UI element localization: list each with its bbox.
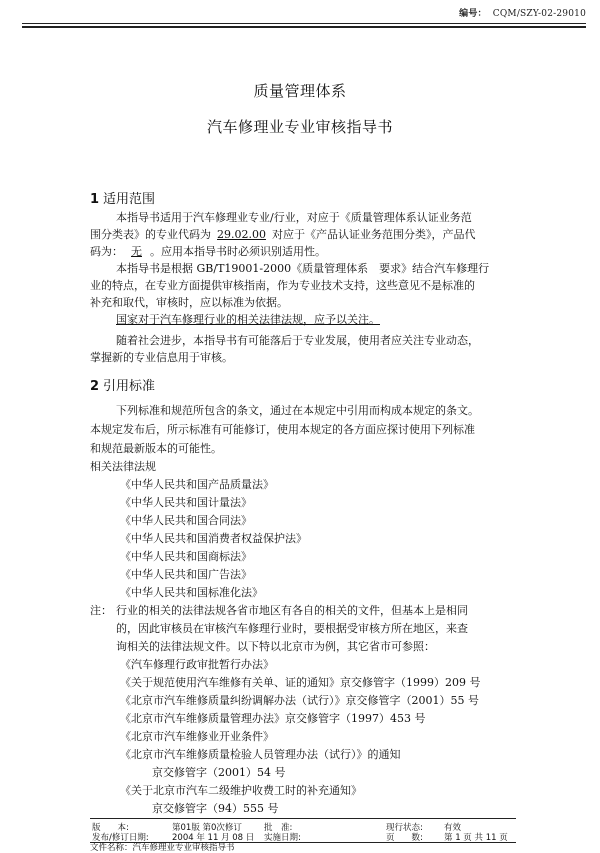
s2-p1-line3: 和规范最新版本的可能性。 [90, 442, 222, 455]
law-item: 《中华人民共和国消费者权益保护法》 [120, 532, 307, 545]
local-regulation-item: 京交修管字（94）555 号 [152, 802, 279, 815]
s1-p1-text-e: 。应用本指导书时必须识别适用性。 [150, 245, 326, 258]
footer-filename: 文件名称：汽车修理业专业审核指导书 [90, 843, 235, 853]
local-regulation-item: 《北京市汽车维修质量检验人员管理办法（试行）》的通知 [120, 748, 401, 761]
local-regulation-item: 《北京市汽车维修业开业条件》 [120, 730, 274, 743]
section-2-title: 引用标准 [103, 379, 156, 394]
section-1-number: 1 [90, 192, 100, 207]
footer-status-label: 现行状态: [386, 823, 423, 833]
s1-p1-line1: 本指导书适用于汽车修理业专业/行业，对应于《质量管理体系认证业务范 [116, 211, 472, 224]
law-item: 《中华人民共和国产品质量法》 [120, 478, 274, 491]
document-code-value: CQM/SZY-02-29010 [492, 9, 586, 19]
s1-p1-text-c: 对应于《产品认证业务范围分类》，产品代 [271, 228, 476, 241]
s2-p1-line1: 下列标准和规范所包含的条文，通过在本规定中引用而构成本规定的条文。 [116, 404, 479, 417]
s1-p2-line1: 本指导书是根据 GB/T19001-2000《质量管理体系 要求》结合汽车修理行 [116, 262, 490, 275]
local-regulation-item: 《汽车修理行政审批暂行办法》 [120, 658, 274, 671]
footer-version-label: 版 本: [92, 823, 129, 833]
local-regulation-item: 《北京市汽车维修质量管理办法》京交修管字（1997）453 号 [120, 712, 426, 725]
note-label: 注： [90, 604, 112, 617]
laws-heading: 相关法律法规 [90, 460, 156, 473]
section-1-heading [90, 188, 155, 207]
section-2-number: 2 [90, 379, 100, 394]
footer-rule [90, 818, 516, 819]
local-regulation-item: 《关于规范使用汽车维修有关单、证的通知》京交修管字（1999）209 号 [120, 676, 481, 689]
document-code [459, 6, 586, 19]
footer-approve-label: 批 准: [264, 823, 293, 833]
s1-p3: 国家对于汽车修理行业的相关法律法规，应予以关注。 [116, 313, 380, 326]
local-regulation-item: 京交修管字（2001）54 号 [152, 766, 286, 779]
footer-status-value: 有效 [444, 823, 462, 833]
law-item: 《中华人民共和国合同法》 [120, 514, 252, 527]
note-line2: 的，因此审核员在审核汽车修理行业时，要根据受审核方所在地区，来查 [116, 622, 468, 635]
s1-p2-line3: 补充和取代，审核时，应以标准为依据。 [90, 296, 288, 309]
document-title-system: 质量管理体系 [253, 82, 347, 100]
law-item: 《中华人民共和国广告法》 [120, 568, 252, 581]
s1-p1-line2 [90, 226, 475, 243]
footer-date-value: 2004 年 11 月 08 日 [172, 833, 255, 843]
document-title-main: 汽车修理业专业审核指导书 [206, 118, 393, 136]
s1-professional-code: 29.02.00 [217, 228, 266, 241]
s1-p1-text-d: 码为： [90, 245, 123, 258]
note-line1: 行业的相关的法律法规各省市地区有各自的相关的文件，但基本上是相同 [116, 604, 468, 617]
footer-pages-value: 第 1 页 共 11 页 [444, 833, 508, 843]
header-rule [22, 23, 586, 24]
footer-pages-label: 页 数: [386, 833, 423, 843]
law-item: 《中华人民共和国计量法》 [120, 496, 252, 509]
s1-p1-text-b: 围分类表》的专业代码为 [90, 228, 211, 241]
s1-p1-line3 [90, 243, 326, 260]
footer-date-label: 发布/修订日期: [92, 833, 149, 843]
note-line3: 询相关的法律法规文件。以下特以北京市为例，其它省市可参照： [116, 640, 435, 653]
section-2-heading [90, 375, 155, 394]
footer-version-value: 第01版 第0次修订 [172, 823, 242, 833]
s2-p1-line2: 本规定发布后，所示标准有可能修订，使用本规定的各方面应探讨使用下列标准 [90, 423, 475, 436]
local-regulation-item: 《关于北京市汽车二级维护收费工时的补充通知》 [120, 784, 362, 797]
header-rule-thick [22, 26, 586, 28]
s1-p2-line2: 业的特点，在专业方面提供审核指南，作为专业技术支持，这些意见不是标准的 [90, 279, 475, 292]
s1-p4-line2: 掌握新的专业信息用于审核。 [90, 351, 233, 364]
section-1-title: 适用范围 [103, 192, 156, 207]
document-code-label: 编号： [459, 9, 487, 19]
law-item: 《中华人民共和国商标法》 [120, 550, 252, 563]
s1-p4-line1: 随着社会进步，本指导书有可能落后于专业发展，使用者应关注专业动态， [116, 334, 479, 347]
s1-product-code: 无 [131, 245, 142, 258]
law-item: 《中华人民共和国标准化法》 [120, 586, 263, 599]
local-regulation-item: 《北京市汽车维修质量纠纷调解办法（试行）》京交修管字（2001）55 号 [120, 694, 479, 707]
footer-impl-label: 实施日期: [264, 833, 301, 843]
